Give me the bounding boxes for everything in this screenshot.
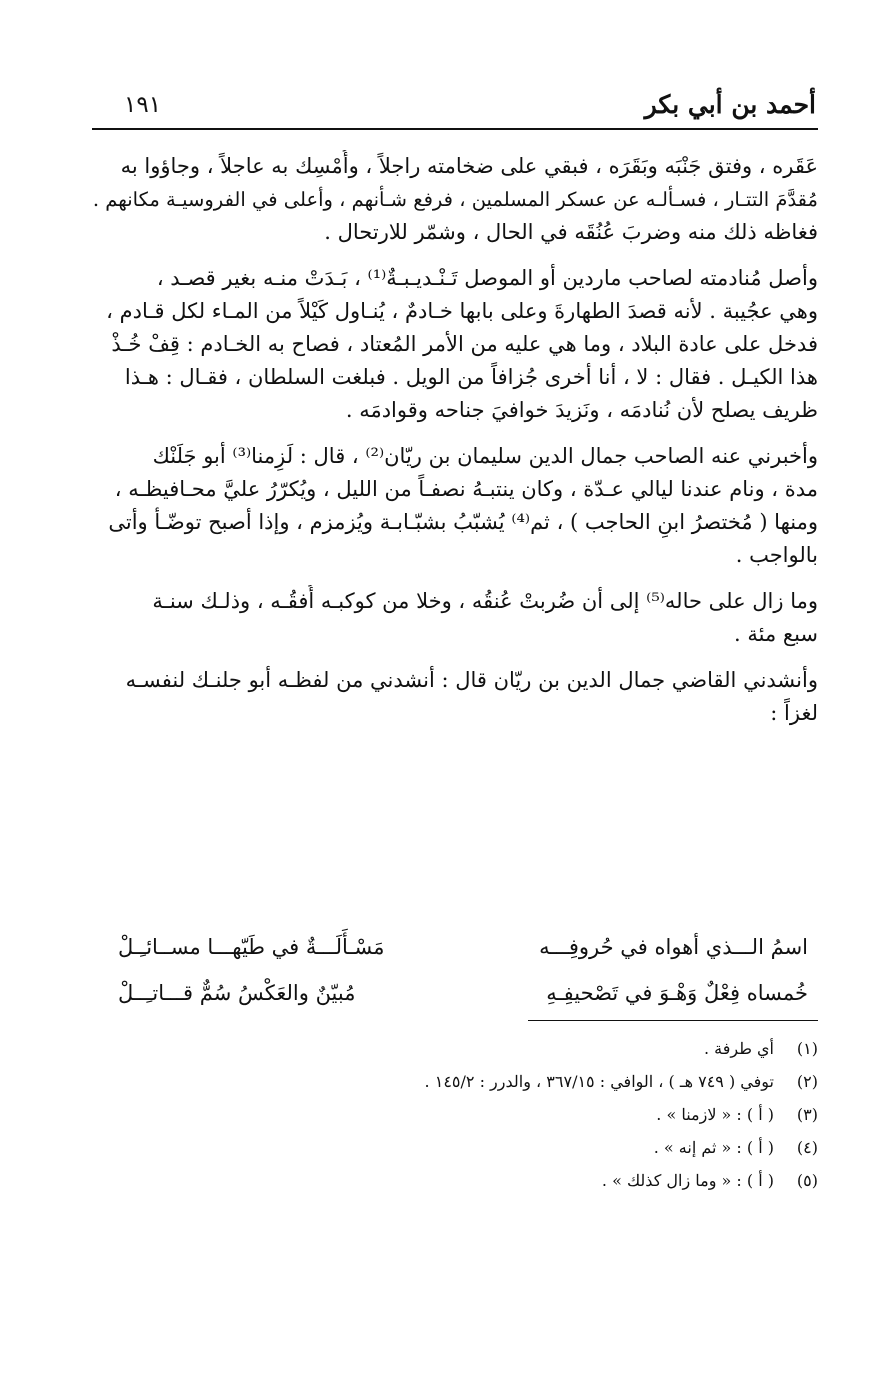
page-number: ١٩١	[124, 92, 162, 118]
footnote-text: أي طرفة .	[703, 1039, 774, 1058]
footnotes	[92, 1032, 818, 1197]
poem-verse	[118, 970, 808, 1016]
poem	[118, 924, 808, 1016]
text-line: عَقَره ، وفتق جَنْبَه وبَقَرَه ، فبقي على ضخامته راجلاً ، وأُمْسِك به عاجلاً ، وجاؤوا به	[120, 154, 818, 178]
footnote-number: (٤)	[796, 1138, 818, 1157]
footnote	[92, 1098, 818, 1131]
poem-verse	[118, 924, 808, 970]
text-line: ظريف يصلح لأن نُنادمَه ، ونَزيدَ خوافيَ جناحه وقوادمَه .	[345, 398, 818, 422]
footnote-number: (٥)	[796, 1171, 818, 1190]
text-line: وأنشدني القاضي جمال الدين بن ريّان قال : أنشدني من لفظـه أبو جلنـك لنفسـه	[125, 668, 818, 692]
page-header	[92, 88, 818, 130]
footnote	[92, 1065, 818, 1098]
footnote-text: توفي ( ٧٤٩ هـ ) ، الوافي : ٣٦٧/١٥ ، والدرر : ١٤٥/٢ .	[424, 1072, 774, 1091]
text-line: بالواجب .	[735, 543, 818, 567]
footnote	[92, 1032, 818, 1065]
paragraph-gap	[92, 651, 818, 664]
footnote-number: (٢)	[796, 1072, 818, 1091]
text-line: ومنها ( مُختصرُ ابنِ الحاجب ) ، ثم⁽⁴⁾ يُشبّبُ بشبّـابـة ويُزمزم ، وإذا أصبح توضّـأ وأتى	[108, 510, 818, 534]
text-line: هذا الكيـل . فقال : لا ، أنا أخرى جُزافاً من الويل . فبلغت السلطان ، فقـال : هـذا	[124, 365, 818, 389]
text-line: لغزاً :	[770, 701, 818, 725]
footnote-text: ( أ ) : « ثم إنه » .	[653, 1138, 774, 1157]
footnote	[92, 1164, 818, 1197]
footnote-number: (٣)	[796, 1105, 818, 1124]
verse-second-hemistich: مَسْـأَلَـــةٌ في طَيّهـــا مســائـِـلْ	[118, 935, 385, 959]
verse-first-hemistich: اسمُ الـــذي أهواه في حُروفِـــه	[539, 935, 808, 959]
verse-second-hemistich: مُبيّنٌ والعَكْسُ سُمٌّ قـــاتـِــلْ	[118, 981, 356, 1005]
text-line: فغاظه ذلك منه وضربَ عُنُقَه في الحال ، وشمّر للارتحال .	[324, 220, 818, 244]
text-line: وأخبرني عنه الصاحب جمال الدين سليمان بن ريّان⁽²⁾ ، قال : لَزِمنا⁽³⁾ أبو جَلَنْك	[152, 444, 818, 468]
footnote-text: ( أ ) : « لازمنا » .	[656, 1105, 774, 1124]
footnote-number: (١)	[796, 1039, 818, 1058]
paragraph-gap	[92, 572, 818, 585]
text-line: وأصل مُنادمته لصاحب ماردين أو الموصل تَـنْـديـبـةٌ⁽¹⁾ ، بَـدَتْ منـه بغير قصـد ،	[156, 266, 818, 290]
verse-first-hemistich: خُمساه فِعْلٌ وَهْـوَ في تَصْحيفِـهِ	[546, 981, 808, 1005]
paragraph-gap	[92, 427, 818, 440]
main-text	[92, 150, 818, 730]
paragraph-gap	[92, 249, 818, 262]
text-line: وما زال على حاله⁽⁵⁾ إلى أن ضُربتْ عُنقُه ، وخلا من كوكبـه أُفقُـه ، وذلـك سنـة	[152, 589, 818, 613]
text-line: مدة ، ونام عندنا ليالي عـدّة ، وكان ينتبـهُ نصفـاً من الليل ، ويُكرّرُ عليَّ محـافيظـه ،	[114, 477, 818, 501]
text-line: وهي عجُيبة . لأنه قصدَ الطهارةَ وعلى بابها خـادمٌ ، يُنـاول كَيْلاً من المـاء لكل قـادم ،	[106, 299, 818, 323]
text-line: فدخل على عادة البلاد ، وما هي عليه من الأمر المُعتاد ، فصاح به الخـادم : قِفْ خُـذْ	[111, 332, 818, 356]
footnote-text: ( أ ) : « وما زال كذلك » .	[601, 1171, 774, 1190]
footnote	[92, 1131, 818, 1164]
footnote-separator	[528, 1020, 818, 1021]
running-title: أحمد بن أبي بكر	[644, 90, 816, 119]
text-line: مُقدَّمَ التتـار ، فسـألـه عن عسكر المسلمين ، فرفع شـأنهم ، وأعلى في الفروسيـة مكانهم .	[92, 188, 818, 211]
text-line: سبع مئة .	[734, 622, 818, 646]
